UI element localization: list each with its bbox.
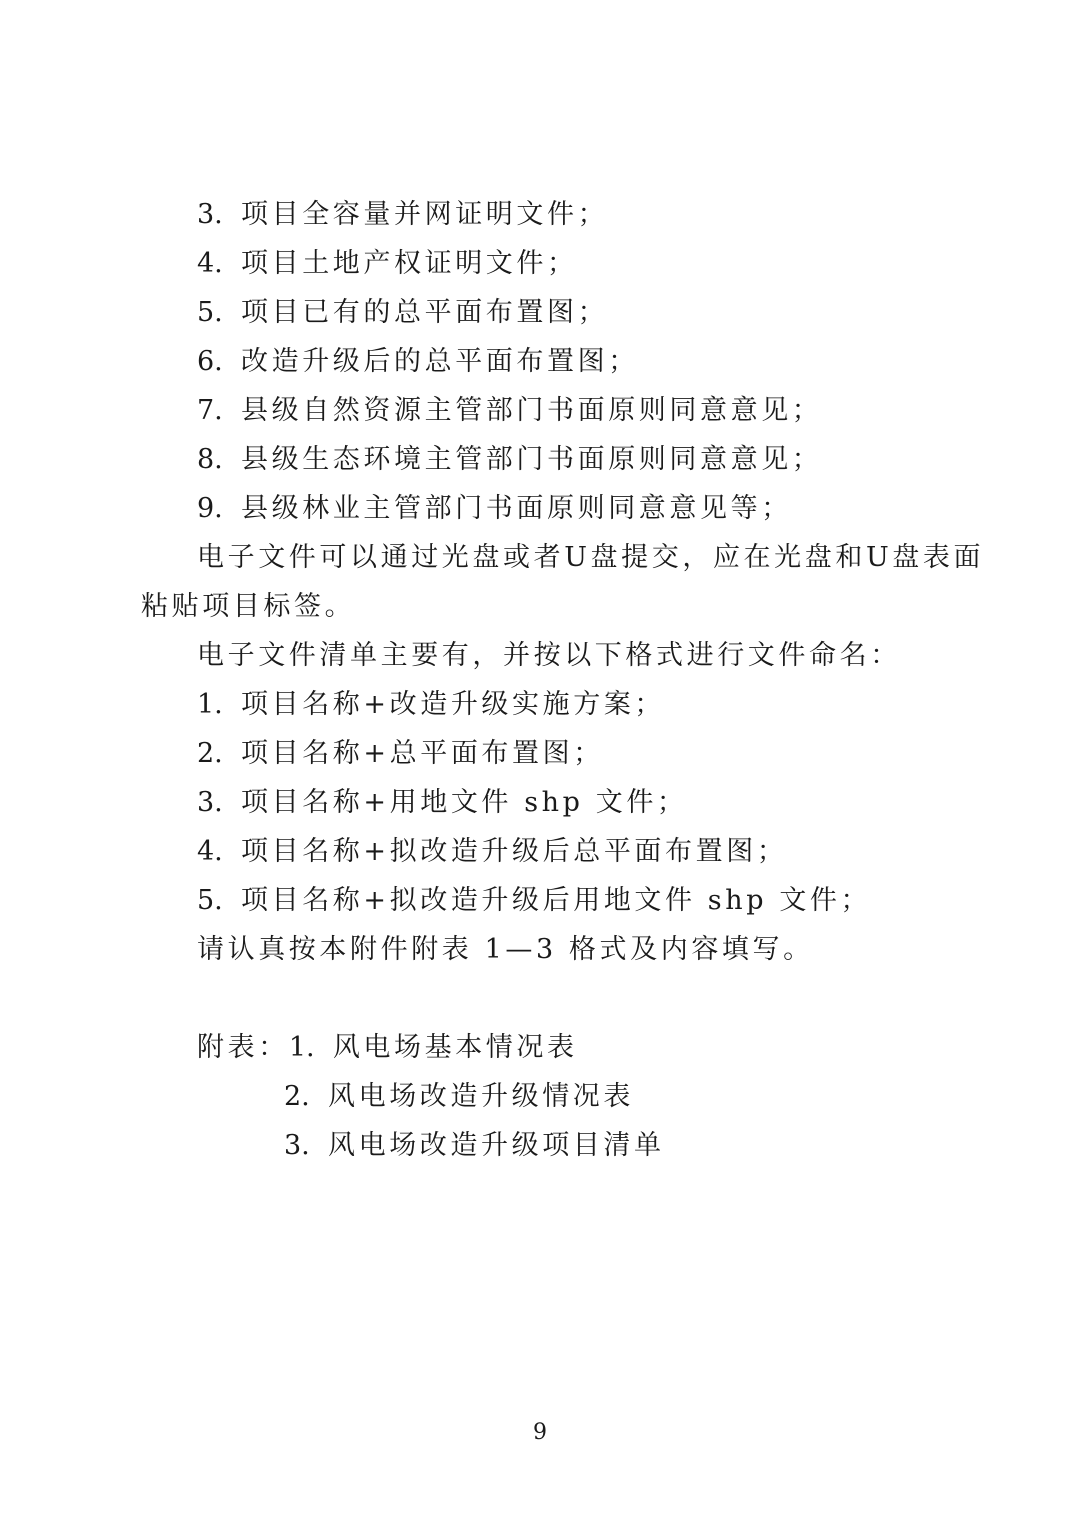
list-item-text: 项目名称+拟改造升级后用地文件 shp 文件； <box>241 885 872 916</box>
attachment-number: 3. <box>284 1130 310 1161</box>
list-item <box>197 394 822 428</box>
list-item-number: 7. <box>197 395 223 426</box>
list-item <box>197 688 665 722</box>
attachment-text: 风电场基本情况表 <box>332 1032 578 1063</box>
list-item <box>197 198 608 232</box>
list-item-number: 9. <box>197 493 223 524</box>
list-item-text: 县级林业主管部门书面原则同意意见等； <box>241 493 792 524</box>
list-item <box>197 737 604 771</box>
list-item-text: 项目名称+总平面布置图； <box>241 738 604 769</box>
attachment-item <box>284 1129 665 1163</box>
list-item-text: 项目已有的总平面布置图； <box>241 297 609 328</box>
paragraph-fill-note: 请认真按本附件附表 1—3 格式及内容填写。 <box>197 934 814 965</box>
attachment-text: 风电场改造升级情况表 <box>328 1081 634 1112</box>
attachment-item <box>197 1031 578 1065</box>
list-item <box>197 296 608 330</box>
list-item-text: 项目名称+改造升级实施方案； <box>241 689 666 720</box>
paragraph-electronic-submit-line2: 粘贴项目标签。 <box>141 591 356 622</box>
list-item-text: 改造升级后的总平面布置图； <box>241 346 639 377</box>
list-item-text: 项目土地产权证明文件； <box>241 248 578 279</box>
list-item-number: 3. <box>197 199 223 230</box>
list-item-text: 县级自然资源主管部门书面原则同意意见； <box>241 395 823 426</box>
list-item-number: 5. <box>197 297 223 328</box>
attachment-number: 1. <box>288 1032 315 1063</box>
list-item-number: 3. <box>197 787 223 818</box>
list-item-number: 6. <box>197 346 223 377</box>
list-item <box>197 345 639 379</box>
list-item-text: 项目名称+拟改造升级后总平面布置图； <box>241 836 788 867</box>
attachment-item <box>284 1080 634 1114</box>
paragraph-electronic-submit-line1: 电子文件可以通过光盘或者U盘提交，应在光盘和U盘表面 <box>197 542 985 573</box>
list-item <box>197 247 578 281</box>
list-item <box>197 835 787 869</box>
list-item-text: 县级生态环境主管部门书面原则同意意见； <box>241 444 823 475</box>
list-item <box>197 884 871 918</box>
list-item <box>197 443 822 477</box>
attachment-label: 附表： <box>197 1032 289 1063</box>
list-item <box>197 492 792 526</box>
attachment-number: 2. <box>284 1081 310 1112</box>
list-item-number: 4. <box>197 836 223 867</box>
paragraph-naming-intro: 电子文件清单主要有，并按以下格式进行文件命名： <box>197 640 901 671</box>
list-item-number: 8. <box>197 444 223 475</box>
list-item-number: 2. <box>197 738 223 769</box>
list-item-text: 项目全容量并网证明文件； <box>241 199 609 230</box>
list-item-text: 项目名称+用地文件 shp 文件； <box>241 787 688 818</box>
attachment-text: 风电场改造升级项目清单 <box>328 1130 665 1161</box>
list-item-number: 4. <box>197 248 223 279</box>
list-item <box>197 786 688 820</box>
page-number: 9 <box>533 1420 547 1445</box>
list-item-number: 1. <box>197 689 223 720</box>
list-item-number: 5. <box>197 885 223 916</box>
